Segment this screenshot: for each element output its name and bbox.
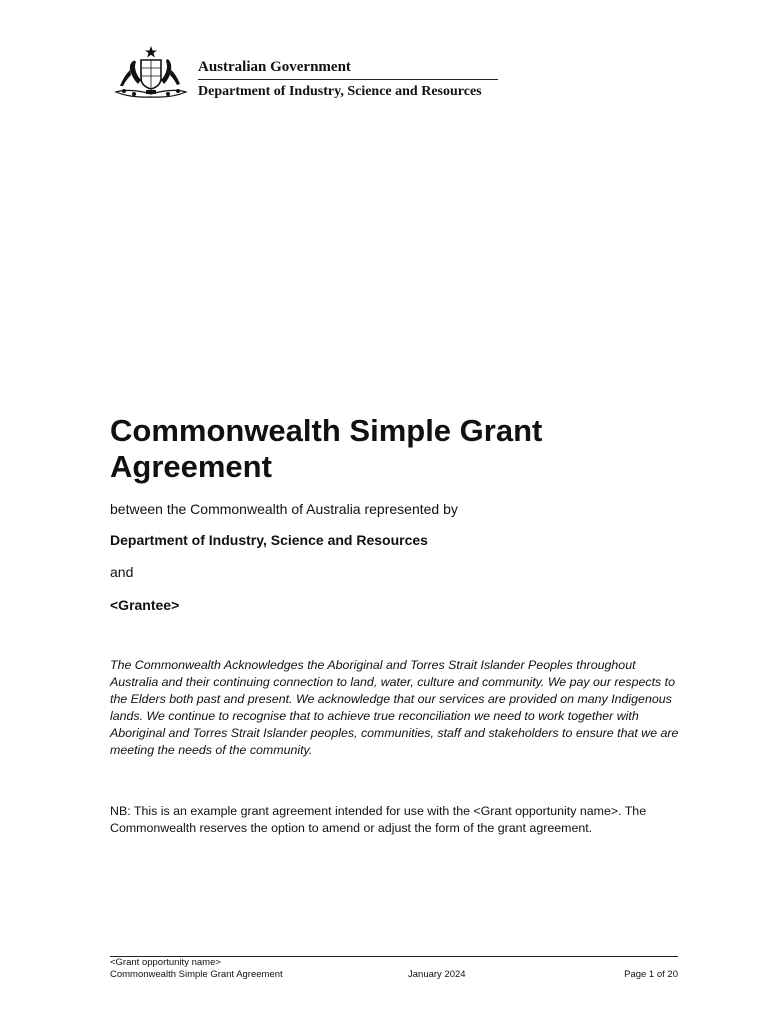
department-line: Department of Industry, Science and Resources <box>110 532 428 548</box>
nb-note: NB: This is an example grant agreement intended for use with the <Grant opportunity name>. The Commonwealth reserves the option to amend or adjust the form of the grant agreement. <box>110 804 647 835</box>
government-name: Australian Government <box>198 59 351 75</box>
government-branding <box>198 58 498 101</box>
footer-document-name: Commonwealth Simple Grant Agreement <box>110 969 283 980</box>
page-footer <box>110 956 678 981</box>
grantee-line: <Grantee> <box>110 597 180 613</box>
document-title: Commonwealth Simple Grant Agreement <box>110 413 543 484</box>
document-header <box>110 44 500 104</box>
footer-page-number: Page 1 of 20 <box>624 969 678 980</box>
footer-opportunity: <Grant opportunity name> <box>110 957 221 968</box>
and-line: and <box>110 564 134 580</box>
department-name-header: Department of Industry, Science and Resources <box>198 84 482 99</box>
acknowledgement-of-country: The Commonwealth Acknowledges the Aboriginal and Torres Strait Islander Peoples throughout Australia and their continuing connection to land, water, culture and community. We pay our respects to the Elders both past and present. We acknowledge that our services are provided on many Indigenous lands. We continue to recognise that to achieve true reconciliation we need to work together with Aboriginal and Torres Strait Islander peoples, communities, staff and stakeholders to ensure that we are meeting the needs of the community. <box>110 658 679 757</box>
footer-date: January 2024 <box>408 969 466 980</box>
coat-of-arms-icon <box>110 44 192 102</box>
between-line: between the Commonwealth of Australia represented by <box>110 501 458 517</box>
